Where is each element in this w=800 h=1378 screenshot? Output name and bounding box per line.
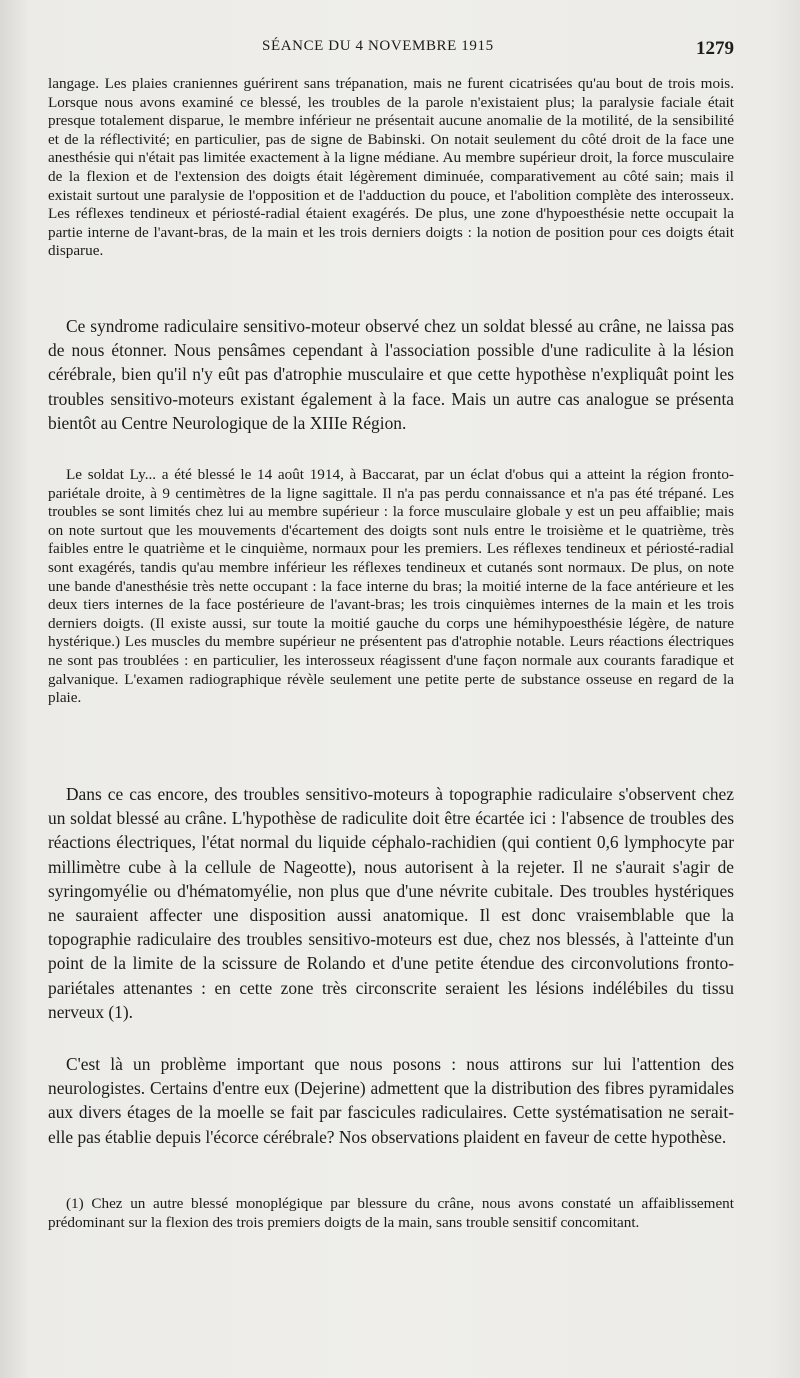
page-number: 1279 bbox=[696, 38, 734, 59]
paragraph-case-ly: Le soldat Ly... a été blessé le 14 août 1914, à Baccarat, par un éclat d'obus qui a atteint la région fronto-pariétale droite, à 9 centimètres de la ligne sagittale. Il n'a pas perdu connaissance et n'a pas été trépané. Les troubles se sont limités chez lui au membre supérieur : la force musculaire globale y est un peu affaiblie; mais on note surtout que les mouvements d'écartement des doigts sont nuls entre le troisième et le quatrième, très faibles entre le quatrième et le cinquième, normaux pour les premiers. Les réflexes tendineux et périosté-radial sont exagérés, tandis qu'au membre inférieur les réflexes tendineux et cutanés sont normaux. De plus, on note une bande d'anesthésie très nette occupant : la face interne du bras; la moitié interne de la face antérieure et les deux tiers internes de la face postérieure de l'avant-bras; les trois cinquièmes internes de la main et les trois derniers doigts. (Il existe aussi, sur toute la moitié gauche du corps une hémihypoesthésie légère, de nature hystérique.) Les muscles du membre supérieur ne présentent pas d'atrophie notable. Leurs réactions électriques ne sont pas troublées : en particulier, les interosseux réagissent d'une façon normale aux courants faradique et galvanique. L'examen radiographique révèle seulement une petite perte de substance osseuse en regard de la plaie. bbox=[48, 466, 734, 707]
paragraph-discussion: Dans ce cas encore, des troubles sensitivo-moteurs à topographie radiculaire s'observent chez un soldat blessé au crâne. L'hypothèse de radiculite doit être écartée ici : l'absence de troubles des réactions électriques, l'état normal du liquide céphalo-rachidien (qui contient 0,6 lymphocyte par millimètre cube à la cellule de Nageotte), nous autorisent à la rejeter. Il ne s'aurait s'agir de syringomyélie ou d'hématomyélie, non plus que d'une névrite cubitale. Des troubles hystériques ne sauraient affecter une disposition aussi anatomique. Il est donc vraisemblable que la topographie radiculaire des troubles sensitivo-moteurs est due, chez nos blessés, à l'atteinte d'un point de la limite de la scissure de Rolando et d'une petite étendue des circonvolutions fronto-pariétales attenantes : en cette zone très circonscrite seraient les lésions indélébiles du tissu nerveux (1). bbox=[48, 784, 734, 1022]
paragraph-case-continuation: langage. Les plaies craniennes guérirent sans trépanation, mais ne furent cicatrisées qu'au bout de trois mois. Lorsque nous avons examiné ce blessé, les troubles de la parole n'existaient plus; la paralysie faciale était presque totalement disparue, le membre inférieur ne présentait aucune anomalie de la motilité, de la sensibilité et de la réflectivité; en particulier, pas de signe de Babinski. On notait seulement du côté droit de la face une anesthésie qui n'était pas limitée exactement à la ligne médiane. Au membre supérieur droit, la force musculaire de la flexion et de l'extension des doigts était légèrement diminuée, comparativement au côté sain; mais il existait surtout une paralysie de l'opposition et de l'adduction du pouce, et l'abolition complète des interosseux. Les réflexes tendineux et périosté-radial étaient exagérés. De plus, une zone d'hypoesthésie nette occupait la partie interne de l'avant-bras, de la main et les trois derniers doigts : la notion de position pour ces doigts était disparue. bbox=[48, 75, 734, 260]
running-title: SÉANCE DU 4 NOVEMBRE 1915 bbox=[262, 38, 494, 54]
paragraph-conclusion: C'est là un problème important que nous posons : nous attirons sur lui l'attention des neurologistes. Certains d'entre eux (Dejerine) admettent que la distribution des fibres pyramidales aux divers étages de la moelle se fait par fascicules radiculaires. Cette systématisation ne serait-elle pas établie depuis l'écorce cérébrale? Nos observations plaident en faveur de cette hypothèse. bbox=[48, 1054, 734, 1147]
paragraph-syndrome: Ce syndrome radiculaire sensitivo-moteur observé chez un soldat blessé au crâne, ne laissa pas de nous étonner. Nous pensâmes cependant à l'association possible d'une radiculite à la lésion cérébrale, bien qu'il n'y eût pas d'atrophie musculaire et que cette hypothèse n'expliquât point les troubles sensitivo-moteurs existant également à la face. Mais un autre cas analogue se présenta bientôt au Centre Neurologique de la XIIIe Région. bbox=[48, 316, 734, 433]
page-header bbox=[0, 38, 800, 62]
footnote: (1) Chez un autre blessé monoplégique par blessure du crâne, nous avons constaté un affaiblissement prédominant sur la flexion des trois premiers doigts de la main, sans trouble sensitif concomitant. bbox=[48, 1195, 734, 1231]
